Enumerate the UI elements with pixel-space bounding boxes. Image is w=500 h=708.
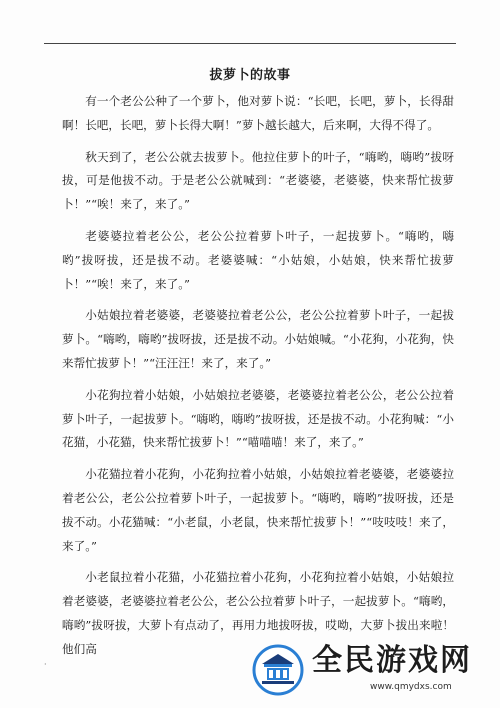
page-marker: ·: [44, 660, 47, 669]
paragraph-6: 小花猫拉着小花狗，小花狗拉着小姑娘，小姑娘拉着老婆婆，老婆婆拉着老公公，老公公拉着萝卜叶子，一起拔萝卜。“嗨哟，嗨哟”拔呀拔，还是拔不动。小花猫喊：“小老鼠，小老鼠，快来帮忙拔萝卜！”“吱吱吱！来了，来了。”: [62, 467, 454, 553]
paragraph-5: 小花狗拉着小姑娘，小姑娘拉老婆婆，老婆婆拉着老公公，老公公拉着萝卜叶子，一起拔萝卜。“嗨哟，嗨哟”拔呀拔，还是拔不动。小花狗喊：“小花猫，小花猫，快来帮忙拔萝卜！”“喵喵喵！来了，来了。”: [62, 387, 454, 450]
document-title: 拔萝卜的故事: [209, 68, 291, 83]
temple-logo-icon: [252, 644, 304, 696]
paragraph-2: 秋天到了，老公公就去拔萝卜。他拉住萝卜的叶子，“嗨哟，嗨哟”拔呀拔，可是他拔不动。于是老公公就喊到：“老婆婆，老婆婆，快来帮忙拔萝卜！”“唉！来了，来了。”: [62, 149, 454, 212]
paragraph-7: 小老鼠拉着小花猫，小花猫拉着小花狗，小花狗拉着小姑娘，小姑娘拉着老婆婆，老婆婆拉着老公公，老公公拉着萝卜叶子，一起拔萝卜。“嗨哟，嗨哟”拔呀拔，大萝卜有点动了，再用力地拔呀拔，哎呦，大萝卜拔出来啦！他们高: [62, 570, 454, 656]
paragraph-3: 老婆婆拉着老公公，老公公拉着萝卜叶子，一起拔萝卜。“嗨哟，嗨哟”拔呀拔，还是拔不动。老婆婆喊：“小姑娘，小姑娘，快来帮忙拔萝卜！”“唉！来了，来了。”: [62, 228, 454, 291]
watermark-site-name: 全民游戏网: [312, 643, 472, 678]
header-rule: [44, 43, 456, 44]
watermark-url: www.qmydxs.com: [370, 682, 452, 692]
paragraph-1: 有一个老公公种了一个萝卜，他对萝卜说：“长吧，长吧，萝卜，长得甜啊！长吧，长吧，萝卜长得大啊！”萝卜越长越大，后来啊，大得不得了。: [62, 94, 454, 132]
site-watermark: [252, 642, 492, 700]
paragraph-4: 小姑娘拉着老婆婆，老婆婆拉着老公公，老公公拉着萝卜叶子，一起拔萝卜。“嗨哟，嗨哟”拔呀拔，还是拔不动。小姑娘喊。“小花狗，小花狗，快来帮忙拔萝卜！”“汪汪汪！来了，来了。”: [62, 308, 454, 370]
document-body: [62, 90, 454, 670]
